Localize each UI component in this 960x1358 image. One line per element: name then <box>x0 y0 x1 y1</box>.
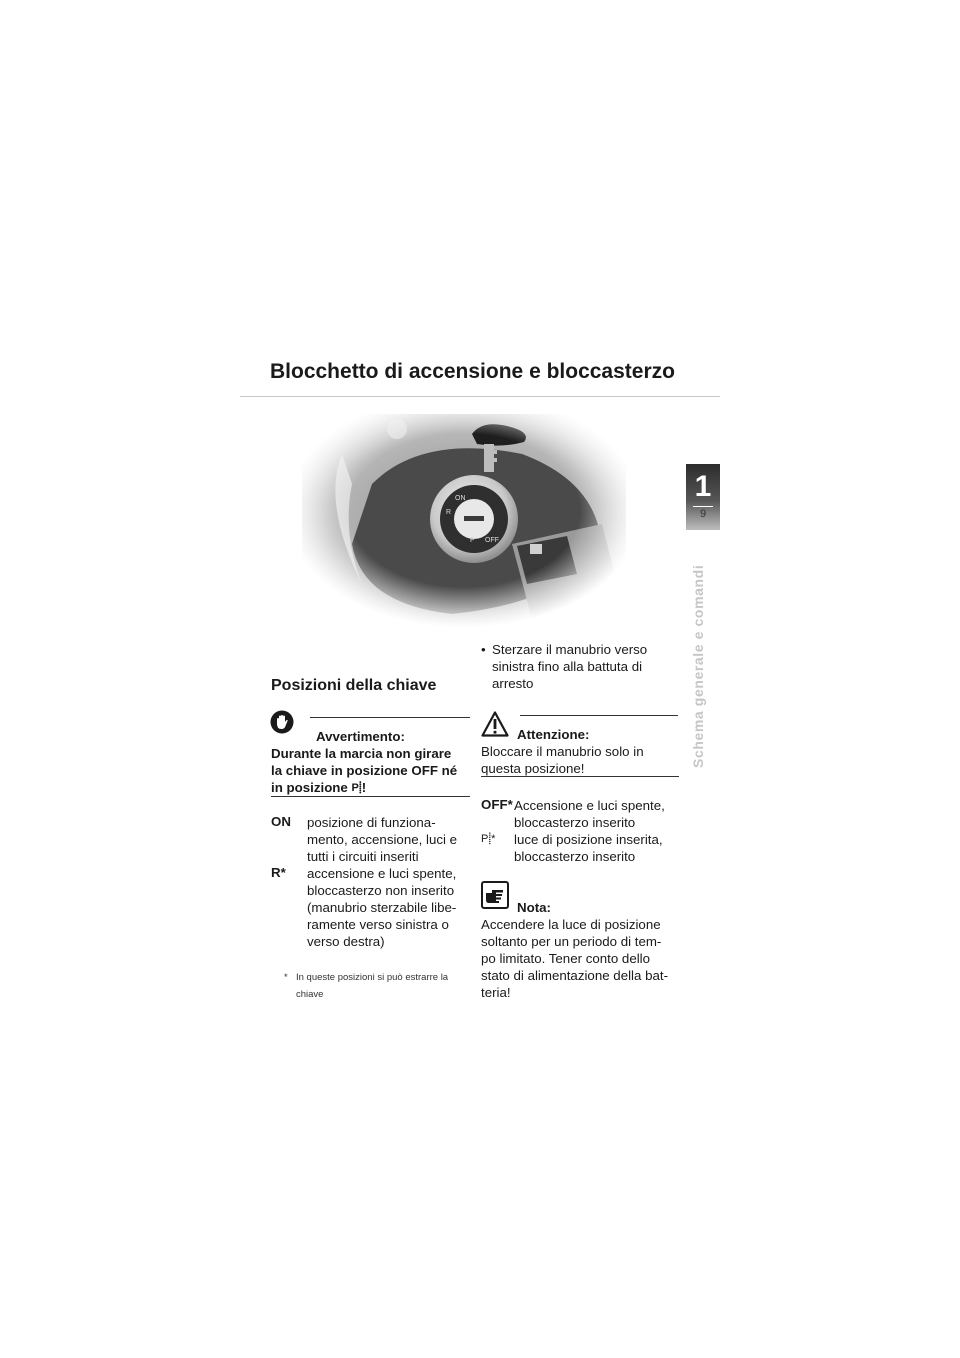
caution-label: Attenzione: <box>517 727 590 742</box>
warning-line: Durante la marcia non girare <box>271 746 452 761</box>
note-line: Accendere la luce di posizione <box>481 917 661 932</box>
warning-line: la chiave in posizione OFF né <box>271 763 458 778</box>
bullet-line: Sterzare il manubrio verso <box>492 642 648 657</box>
side-label-wrap <box>690 548 710 768</box>
note-line: po limitato. Tener conto dello <box>481 951 651 966</box>
title-divider <box>240 396 720 397</box>
caution-rule-top <box>520 715 678 716</box>
bullet-line: arresto <box>492 676 534 691</box>
warning-rule-top <box>310 717 470 718</box>
page-number: 9 <box>699 508 707 520</box>
note-line: soltanto per un periodo di tem- <box>481 934 662 949</box>
pointing-hand-note-icon <box>481 881 509 909</box>
bullet-marker: • <box>481 642 486 657</box>
exclamation-triangle-icon <box>481 711 509 737</box>
desc-line: bloccasterzo inserito <box>514 849 636 864</box>
ignition-lock-photo <box>302 414 626 628</box>
caution-rule-bottom <box>481 776 679 777</box>
parking-light-symbol-icon: P⸽ <box>481 833 492 845</box>
caution-line: questa posizione! <box>481 761 585 776</box>
desc-line: mento, accensione, luci e <box>307 832 458 847</box>
note-line: stato di alimentazione della bat- <box>481 968 669 983</box>
chapter-number: 1 <box>694 470 712 503</box>
position-term-on: ON <box>271 814 291 829</box>
chapter-side-label: Schema generale e comandi <box>690 564 706 768</box>
desc-line: luce di posizione inserita, <box>514 832 663 847</box>
position-desc-p <box>514 831 684 865</box>
footnote-text <box>296 969 476 1003</box>
position-desc-on <box>307 814 472 865</box>
caution-line: Bloccare il manubrio solo in <box>481 744 644 759</box>
page-title: Blocchetto di accensione e bloccasterzo <box>270 360 675 383</box>
note-line: teria! <box>481 985 511 1000</box>
caution-text <box>481 743 681 777</box>
desc-line: posizione di funziona- <box>307 815 436 830</box>
position-desc-off <box>514 797 684 831</box>
desc-line: accensione e luci spente, <box>307 866 457 881</box>
footnote-line: In queste posizioni si può estrarre la <box>296 972 449 983</box>
desc-line: bloccasterzo non inserito <box>307 883 455 898</box>
position-term-p-star: * <box>491 833 496 845</box>
warning-rule-bottom <box>271 796 470 797</box>
desc-line: verso destra) <box>307 934 385 949</box>
warning-text <box>271 745 471 797</box>
footnote-line: chiave <box>296 989 324 1000</box>
warning-line <box>271 779 471 797</box>
desc-line: tutti i circuiti inseriti <box>307 849 419 864</box>
position-term-off: OFF* <box>481 797 513 812</box>
warning-label: Avvertimento: <box>316 729 405 744</box>
desc-line: Accensione e luci spente, <box>514 798 665 813</box>
note-label: Nota: <box>517 900 551 915</box>
warning-line: in posizione <box>271 780 348 795</box>
bullet-line: sinistra fino alla battuta di <box>492 659 643 674</box>
desc-line: ramente verso sinistra o <box>307 917 449 932</box>
desc-line: bloccasterzo inserito <box>514 815 636 830</box>
position-term-r: R* <box>271 865 286 880</box>
bullet-text <box>492 641 682 692</box>
hand-stop-icon <box>270 710 294 734</box>
position-desc-r <box>307 865 472 950</box>
note-text <box>481 916 686 1001</box>
parking-light-symbol-icon: P⸽ <box>351 782 362 794</box>
desc-line: (manubrio sterzabile libe- <box>307 900 457 915</box>
section-heading: Posizioni della chiave <box>271 677 437 694</box>
footnote-mark: * <box>284 972 288 983</box>
chapter-tab-divider <box>693 506 713 507</box>
position-term-p <box>481 831 495 846</box>
warning-end: ! <box>361 780 367 795</box>
